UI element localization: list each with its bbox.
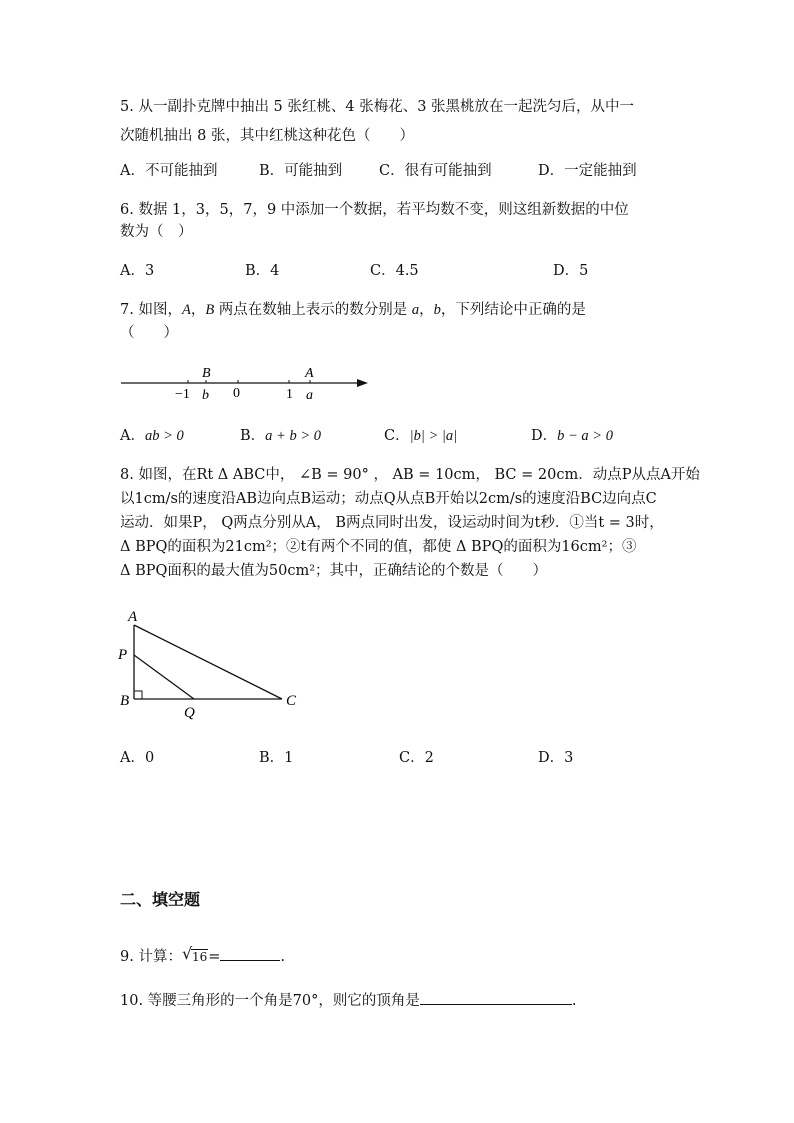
q7-option-d: D．b − a > 0	[531, 428, 613, 444]
point-Q-label: Q	[184, 705, 195, 721]
q6-line1: 6. 数据 1，3，5，7，9 中添加一个数据，若平均数不变，则这组新数据的中位	[120, 202, 629, 218]
q8-option-a: A．0	[120, 750, 155, 766]
vertex-B-label: B	[120, 693, 130, 709]
number-line-figure	[118, 362, 376, 406]
q6-line2: 数为（ ）	[120, 224, 193, 240]
q7-line2: （ ）	[120, 325, 178, 341]
right-angle-mark	[134, 691, 142, 699]
q6-option-d: D．5	[553, 263, 589, 279]
vertex-A-label: A	[128, 609, 138, 625]
side-AC	[134, 625, 282, 699]
q5-line2: 次随机抽出 8 张，其中红桃这种花色（ ）	[120, 128, 414, 144]
label-1: 1	[286, 387, 293, 402]
q6-option-a: A．3	[120, 263, 155, 279]
q7-option-b: B．a + b > 0	[240, 428, 321, 444]
q7-line1: 7. 如图，A，B 两点在数轴上表示的数分别是 a，b，下列结论中正确的是	[120, 302, 586, 318]
sqrt-expression: √ 16	[181, 944, 208, 964]
q8-option-d: D．3	[538, 750, 574, 766]
q8-option-b: B．1	[259, 750, 294, 766]
label-B-top: B	[202, 366, 211, 381]
q5-option-d: D．一定能抽到	[538, 163, 637, 179]
q8-line5: Δ BPQ面积的最大值为50cm²；其中，正确结论的个数是（ ）	[120, 563, 548, 579]
q7-option-c: C．|b| > |a|	[384, 428, 458, 444]
number-line-arrowhead	[357, 379, 368, 387]
segment-PQ	[134, 655, 194, 699]
q8-option-c: C．2	[399, 750, 434, 766]
q9-line: 9. 计算： √ 16= .	[120, 944, 285, 965]
q8-line4: Δ BPQ的面积为21cm²；②t有两个不同的值，都使 Δ BPQ的面积为16cm²；③	[120, 539, 637, 555]
q8-line3: 运动．如果P， Q两点分别从A， B两点同时出发，设运动时间为t秒．①当t = 3时，	[120, 515, 664, 531]
q5-line1: 5. 从一副扑克牌中抽出 5 张红桃、4 张梅花、3 张黑桃放在一起洗匀后，从中一	[120, 99, 635, 115]
q8-line2: 以1cm/s的速度沿AB边向点B运动；动点Q从点B开始以2cm/s的速度沿BC边向点C	[120, 491, 657, 507]
q6-option-b: B．4	[245, 263, 280, 279]
point-P-label: P	[118, 647, 128, 663]
label-A-top: A	[305, 366, 314, 381]
q5-option-a: A．不可能抽到	[120, 163, 218, 179]
label-minus1: −1	[175, 387, 190, 402]
q10-answer-blank[interactable]	[420, 990, 572, 1005]
q9-answer-blank[interactable]	[220, 946, 280, 961]
label-a: a	[306, 388, 313, 403]
triangle-figure	[114, 605, 314, 723]
label-0: 0	[233, 386, 240, 401]
q7-option-a: A．ab > 0	[120, 428, 184, 444]
q10-line: 10. 等腰三角形的一个角是70°，则它的顶角是 .	[120, 990, 576, 1011]
q6-option-c: C．4.5	[370, 263, 419, 279]
q5-option-c: C．很有可能抽到	[379, 163, 492, 179]
q5-option-b: B．可能抽到	[259, 163, 343, 179]
q8-line1: 8. 如图，在Rt Δ ABC中， ∠B = 90° ， AB = 10cm， BC = 20cm．动点P从点A开始	[120, 467, 700, 483]
section-title: 二、填空题	[120, 890, 201, 909]
label-b: b	[202, 388, 209, 403]
vertex-C-label: C	[286, 693, 297, 709]
